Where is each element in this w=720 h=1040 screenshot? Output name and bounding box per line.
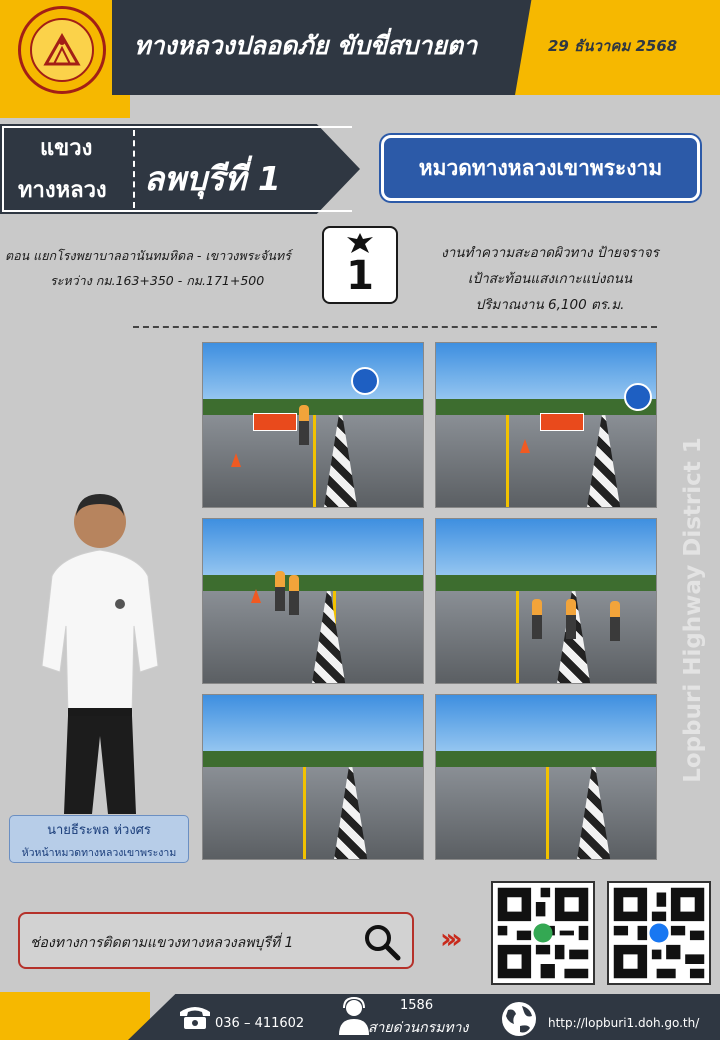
arrow-right-icon: ›››: [440, 922, 457, 955]
unit-name-badge: หมวดทางหลวงเขาพระงาม: [381, 135, 700, 201]
globe-icon: [500, 1000, 538, 1038]
department-logo-icon: [18, 6, 106, 94]
work-line-3: ปริมาณงาน 6,100 ตร.ม.: [475, 297, 625, 313]
location-km-range: ระหว่าง กม.163+350 - กม.171+500: [50, 273, 265, 288]
qr-code-facebook[interactable]: [607, 881, 711, 985]
officer-badge: [9, 815, 189, 863]
district-divider: [133, 130, 135, 208]
follow-channels-text: ช่องทางการติดตามแขวงทางหลวงลพบุรีที่ 1: [30, 935, 294, 951]
website-link[interactable]: http://lopburi1.doh.go.th/: [548, 1016, 700, 1030]
location-segment: ตอน แยกโรงพยาบาลอานันทมหิดล - เขาวงพระจันทร์: [5, 248, 291, 263]
route-number: 1: [346, 253, 374, 299]
work-photo-2: [435, 342, 657, 508]
officer-photo: [32, 486, 168, 816]
district-name: ลพบุรีที่ 1: [144, 159, 281, 198]
work-photo-6: [435, 694, 657, 860]
district-watermark: Lopburi Highway District 1: [680, 437, 706, 783]
district-label-line2: ทางหลวง: [18, 178, 107, 203]
follow-channels-box: [18, 912, 414, 969]
page-title: ทางหลวงปลอดภัย ขับขี่สบายตา: [134, 31, 478, 60]
call-center-icon: [337, 997, 371, 1035]
work-photo-1: [202, 342, 424, 508]
route-number-sign: [322, 226, 398, 304]
work-line-1: งานทำความสะอาดผิวทาง ป้ายจราจร: [441, 245, 659, 261]
officer-name: นายธีระพล ห่วงศร: [47, 823, 151, 838]
section-divider: [133, 326, 657, 328]
district-label-line1: แขวง: [40, 136, 93, 161]
work-photo-3: [202, 518, 424, 684]
footer-yellow: [0, 992, 150, 1040]
telephone-icon: [178, 1004, 212, 1030]
search-icon: [362, 922, 402, 962]
officer-position: หัวหน้าหมวดทางหลวงเขาพระงาม: [21, 847, 177, 859]
garuda-icon: [345, 231, 375, 255]
work-description: [405, 240, 695, 318]
work-photo-4: [435, 518, 657, 684]
qr-code-maps[interactable]: [491, 881, 595, 985]
work-line-2: เป้าสะท้อนแสงเกาะแบ่งถนน: [467, 271, 633, 287]
hotline-number[interactable]: 1586: [400, 998, 434, 1013]
work-photo-5: [202, 694, 424, 860]
report-date: 29 ธันวาคม 2568: [548, 37, 678, 55]
hotline-label: สายด่วนกรมทาง: [368, 1020, 469, 1036]
footer-phone[interactable]: 036 – 411602: [215, 1016, 305, 1031]
